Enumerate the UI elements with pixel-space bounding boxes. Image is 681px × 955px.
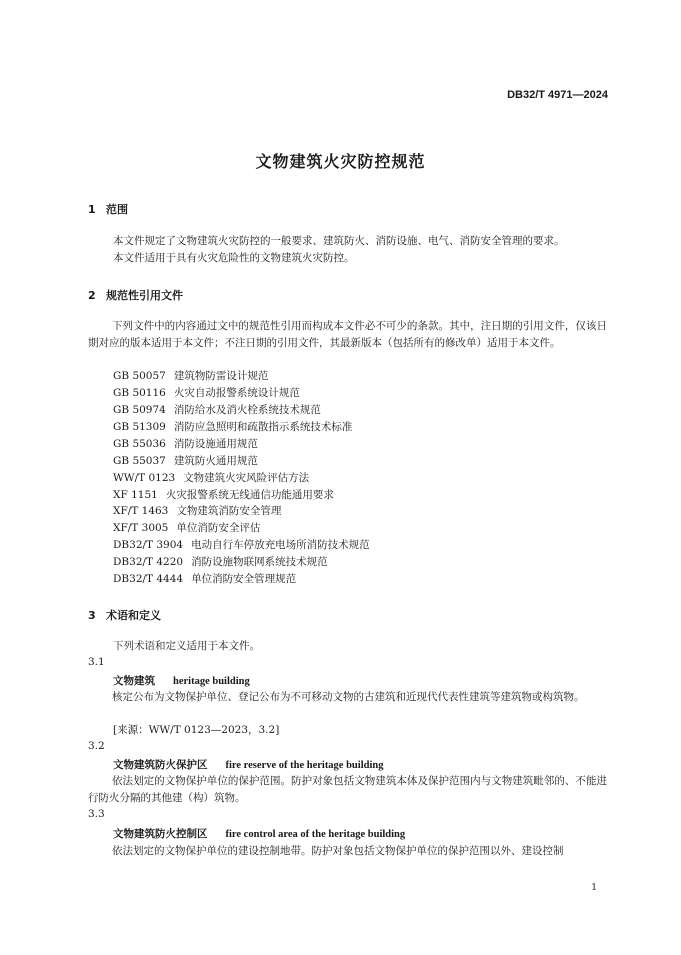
reference-item (113, 520, 260, 535)
section-title: 范围 (106, 203, 128, 216)
reference-name: 单位消防安全管理规范 (191, 573, 297, 585)
reference-code: GB 55037 (113, 455, 166, 467)
paragraph: 下列文件中的内容通过文中的规范性引用而构成本文件必不可少的条款。其中，注日期的引用文件，仅该日期对应的版本适用于本文件；不注日期的引用文件，其最新版本（包括所有的修改单）适用于本文件。 (88, 320, 607, 349)
term-number: 3.1 (88, 656, 105, 668)
reference-name: 消防应急照明和疏散指示系统技术标准 (173, 421, 353, 433)
reference-item (113, 402, 321, 417)
reference-name: 消防设施物联网系统技术规范 (191, 556, 328, 568)
reference-code: GB 55036 (113, 438, 166, 450)
paragraph: 下列术语和定义适用于本文件。 (113, 640, 260, 652)
reference-item (113, 436, 258, 451)
term-number: 3.2 (88, 740, 105, 752)
term-definition: 核定公布为文物保护单位、登记公布为不可移动文物的古建筑和近现代代表性建筑等建筑物或构筑物。 (112, 691, 585, 703)
term-heading (113, 757, 383, 772)
standard-number: DB32/T 4971—2024 (507, 89, 608, 101)
reference-code: GB 50974 (113, 404, 166, 416)
reference-item (113, 503, 281, 518)
reference-code: GB 51309 (113, 421, 166, 433)
reference-item (113, 554, 328, 569)
reference-name: 电动自行车停放充电场所消防技术规范 (191, 539, 370, 551)
reference-code: GB 50116 (113, 387, 166, 399)
reference-name: 建筑防火通用规范 (173, 455, 258, 467)
reference-code: DB32/T 3904 (113, 539, 184, 551)
reference-code: WW/T 0123 (113, 472, 176, 484)
reference-code: XF/T 3005 (113, 522, 169, 534)
reference-name: 消防设施通用规范 (173, 438, 258, 450)
section-3-heading (88, 607, 161, 623)
section-number: 3 (88, 609, 96, 622)
reference-name: 单位消防安全评估 (176, 522, 261, 534)
term-source: [来源：WW/T 0123—2023，3.2] (113, 724, 280, 736)
reference-item (113, 419, 352, 434)
section-1-heading (88, 201, 128, 217)
term-definition: 依法划定的文物保护单位的建设控制地带。防护对象包括文物保护单位的保护范围以外、建设控制 (112, 845, 564, 857)
reference-item (113, 470, 309, 485)
reference-code: DB32/T 4220 (113, 556, 184, 568)
section-title: 术语和定义 (106, 609, 161, 622)
reference-code: DB32/T 4444 (113, 573, 184, 585)
section-title: 规范性引用文件 (106, 289, 183, 302)
reference-item (113, 571, 296, 586)
reference-name: 文物建筑消防安全管理 (176, 505, 282, 517)
document-title: 文物建筑火灾防控规范 (255, 152, 426, 171)
reference-name: 建筑物防雷设计规范 (173, 370, 269, 382)
reference-item (113, 487, 334, 502)
term-chinese: 文物建筑防火保护区 (113, 759, 208, 771)
term-chinese: 文物建筑防火控制区 (113, 828, 208, 840)
section-number: 1 (88, 203, 96, 216)
term-definition: 依法划定的文物保护单位的保护范围。防护对象包括文物建筑本体及保护范围内与文物建筑毗邻的、不能进行防火分隔的其他建（构）筑物。 (88, 775, 607, 804)
term-chinese: 文物建筑 (113, 675, 155, 687)
term-heading (113, 826, 405, 841)
section-number: 2 (88, 289, 96, 302)
reference-code: XF/T 1463 (113, 505, 169, 517)
reference-item (113, 385, 300, 400)
reference-item (113, 537, 370, 552)
paragraph: 本文件规定了文物建筑火灾防控的一般要求、建筑防火、消防设施、电气、消防安全管理的要求。 (113, 235, 565, 247)
term-heading (113, 673, 250, 688)
term-number: 3.3 (88, 808, 105, 820)
term-english: fire reserve of the heritage building (225, 760, 384, 771)
term-english: fire control area of the heritage building (225, 829, 406, 840)
paragraph: 本文件适用于具有火灾危险性的文物建筑火灾防控。 (113, 252, 355, 264)
page-number: 1 (591, 883, 597, 893)
reference-name: 消防给水及消火栓系统技术规范 (173, 404, 321, 416)
reference-item (113, 368, 268, 383)
reference-item (113, 453, 258, 468)
reference-name: 火灾报警系统无线通信功能通用要求 (165, 489, 334, 501)
reference-code: XF 1151 (113, 489, 158, 501)
section-2-heading (88, 287, 183, 303)
reference-name: 文物建筑火灾风险评估方法 (183, 472, 310, 484)
term-english: heritage building (173, 676, 250, 687)
reference-name: 火灾自动报警系统设计规范 (173, 387, 300, 399)
reference-code: GB 50057 (113, 370, 166, 382)
